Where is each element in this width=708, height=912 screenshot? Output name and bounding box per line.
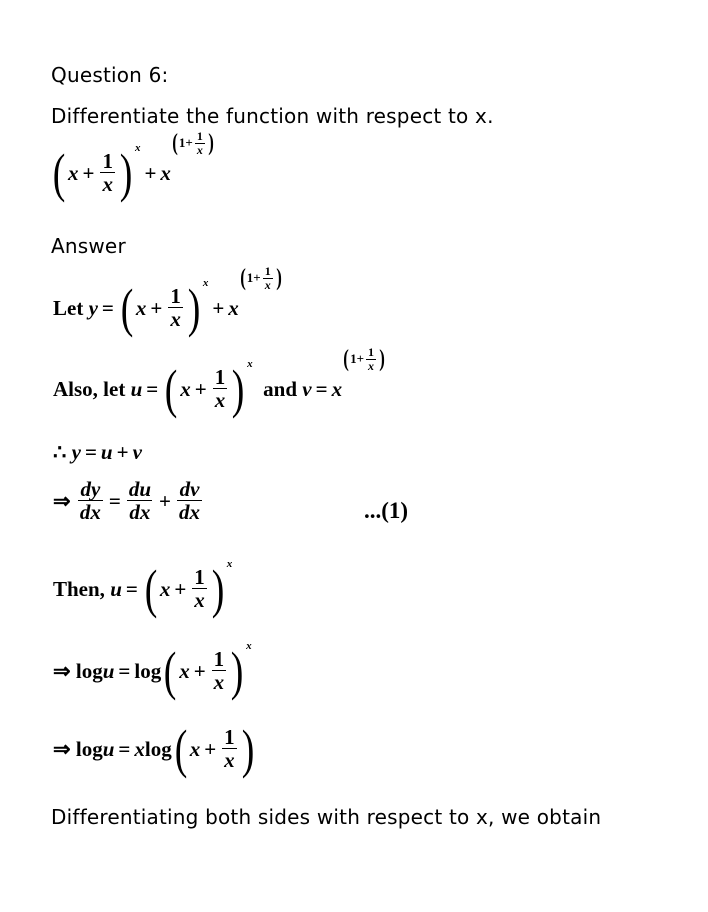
- right-paren: ): [119, 143, 133, 203]
- question-prompt: Differentiate the function with respect to x.: [51, 104, 494, 128]
- equation-number: ...(1): [364, 498, 409, 523]
- then-u-equation: Then, u = ( x + $\frac{1}{x}$ ) x: [53, 558, 233, 619]
- exponent-one-plus-one-over-x: ( 1 + $\frac{1}{x}$ ): [172, 129, 214, 157]
- closing-text: Differentiating both sides with respect to x, we obtain: [51, 805, 602, 829]
- log-u-simplified: ⇒ log u = x log ( x + $\frac{1}{x}$ ): [53, 719, 254, 779]
- question-heading: Question 6:: [51, 63, 169, 87]
- sum-relation: ∴ y = u + v: [53, 440, 142, 464]
- answer-heading: Answer: [51, 234, 126, 258]
- log-u-equation: ⇒ log u = log ( x + $\frac{1}{x}$ ) x: [53, 640, 252, 701]
- define-u-v: Also, let u = ( x + $\frac{1}{x}$ ) x and v = x ( 1 + $\frac{1}{x}$ ): [53, 345, 385, 419]
- given-expression: ( x + $\frac{1}{x}$ ) x + x ( 1 + $\frac{1}{x}$ ): [52, 129, 214, 203]
- derivative-sum: ⇒ $\frac{dy}{dx}$ = $\frac{du}{dx}$ + $\frac{dv}{dx}$: [53, 477, 200, 525]
- left-paren: (: [52, 143, 66, 203]
- fraction-one-over-x: $\frac{1}{x}$: [102, 148, 113, 196]
- let-y-equation: Let y = ( x + $\frac{1}{x}$ ) x + x ( 1 + $\frac{1}{x}$ ): [53, 264, 282, 338]
